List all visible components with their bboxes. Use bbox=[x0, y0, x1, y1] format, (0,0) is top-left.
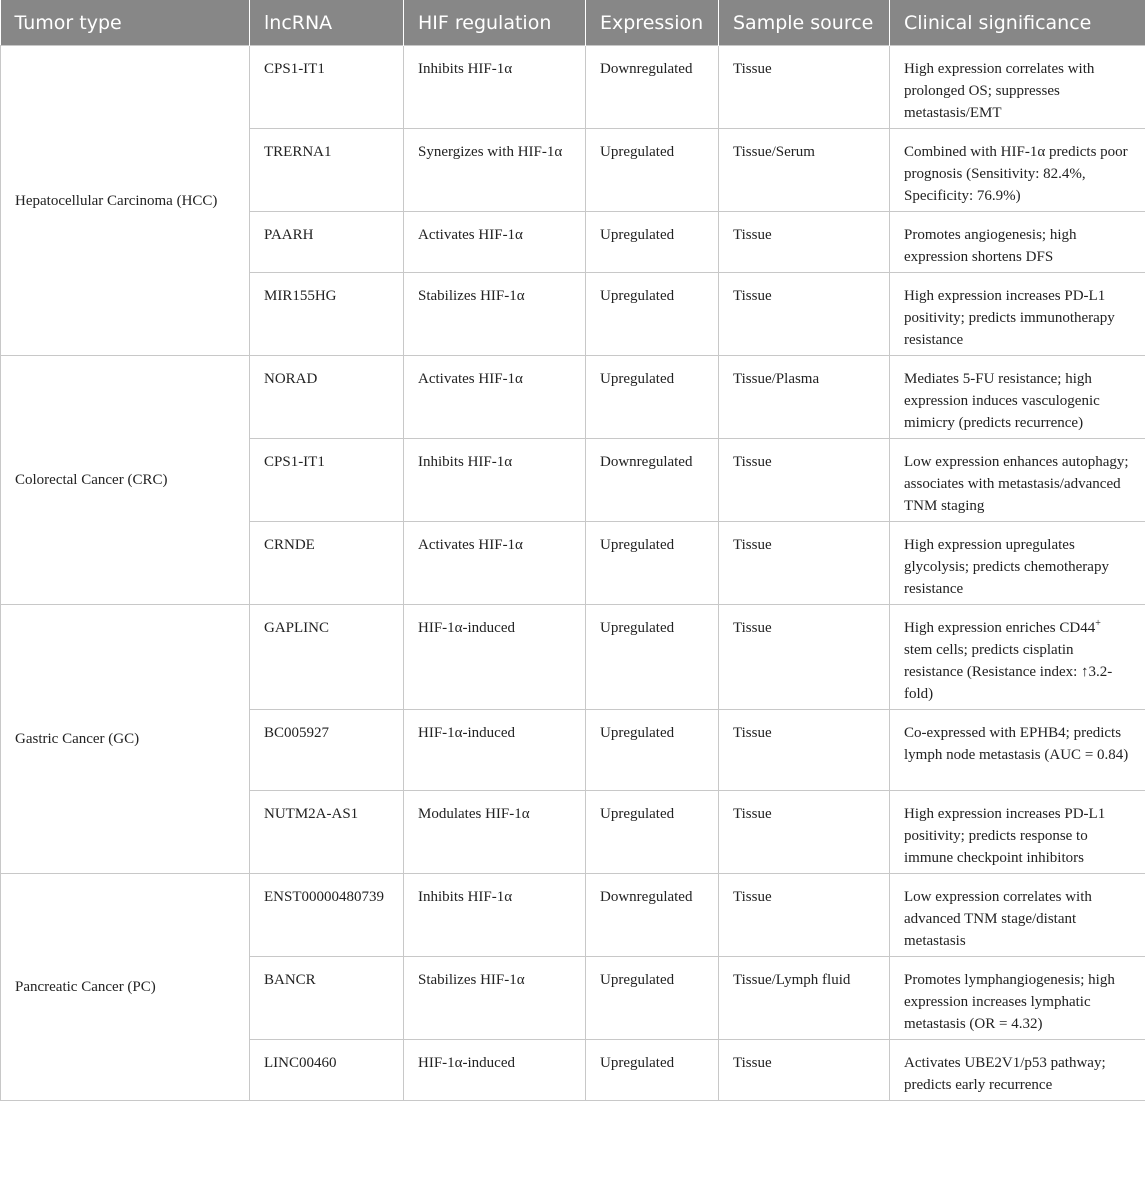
sample-source-cell: Tissue bbox=[719, 791, 890, 874]
hif-regulation-cell: Modulates HIF-1α bbox=[404, 791, 586, 874]
lncrna-cell: LINC00460 bbox=[250, 1040, 404, 1101]
sample-source-cell: Tissue bbox=[719, 605, 890, 710]
sample-source-cell: Tissue/Lymph fluid bbox=[719, 957, 890, 1040]
tumor-type-cell: Colorectal Cancer (CRC) bbox=[1, 356, 250, 605]
clinical-significance-cell bbox=[890, 605, 1145, 710]
table-header-row bbox=[1, 0, 1145, 46]
clinical-significance-cell: Co-expressed with EPHB4; predicts lymph node metastasis (AUC = 0.84) bbox=[890, 710, 1145, 791]
lncrna-cell: NUTM2A-AS1 bbox=[250, 791, 404, 874]
hif-regulation-cell: Activates HIF-1α bbox=[404, 212, 586, 273]
sample-source-cell: Tissue bbox=[719, 522, 890, 605]
clinical-significance-cell: Mediates 5-FU resistance; high expression induces vasculogenic mimicry (predicts recurrence) bbox=[890, 356, 1145, 439]
column-header-sample-source: Sample source bbox=[719, 0, 890, 46]
table-row bbox=[1, 356, 1145, 439]
lncrna-cell: CPS1-IT1 bbox=[250, 439, 404, 522]
lncrna-cell: MIR155HG bbox=[250, 273, 404, 356]
clinical-significance-cell: High expression upregulates glycolysis; predicts chemotherapy resistance bbox=[890, 522, 1145, 605]
column-header-expression: Expression bbox=[586, 0, 719, 46]
superscript-plus: + bbox=[1095, 618, 1101, 629]
lncrna-cell: GAPLINC bbox=[250, 605, 404, 710]
tumor-type-cell: Hepatocellular Carcinoma (HCC) bbox=[1, 46, 250, 356]
column-header-hif-regulation: HIF regulation bbox=[404, 0, 586, 46]
hif-regulation-cell: Stabilizes HIF-1α bbox=[404, 273, 586, 356]
expression-cell: Upregulated bbox=[586, 212, 719, 273]
expression-cell: Downregulated bbox=[586, 439, 719, 522]
column-header-clinical-significance: Clinical significance bbox=[890, 0, 1145, 46]
table-row bbox=[1, 605, 1145, 710]
significance-text: High expression enriches CD44 bbox=[904, 620, 1096, 636]
sample-source-cell: Tissue/Serum bbox=[719, 129, 890, 212]
hif-regulation-cell: Inhibits HIF-1α bbox=[404, 439, 586, 522]
column-header-lncrna: lncRNA bbox=[250, 0, 404, 46]
tumor-type-cell: Pancreatic Cancer (PC) bbox=[1, 874, 250, 1101]
clinical-significance-cell: Promotes angiogenesis; high expression shortens DFS bbox=[890, 212, 1145, 273]
clinical-significance-cell: Activates UBE2V1/p53 pathway; predicts early recurrence bbox=[890, 1040, 1145, 1101]
expression-cell: Upregulated bbox=[586, 273, 719, 356]
clinical-significance-cell: High expression increases PD-L1 positivity; predicts response to immune checkpoint inhibitors bbox=[890, 791, 1145, 874]
lncrna-cell: TRERNA1 bbox=[250, 129, 404, 212]
clinical-significance-cell: High expression increases PD-L1 positivity; predicts immunotherapy resistance bbox=[890, 273, 1145, 356]
hif-regulation-cell: HIF-1α-induced bbox=[404, 1040, 586, 1101]
lncrna-cell: BC005927 bbox=[250, 710, 404, 791]
expression-cell: Upregulated bbox=[586, 356, 719, 439]
table-row bbox=[1, 46, 1145, 129]
expression-cell: Upregulated bbox=[586, 129, 719, 212]
lncrna-cell: BANCR bbox=[250, 957, 404, 1040]
hif-regulation-cell: Activates HIF-1α bbox=[404, 356, 586, 439]
hif-regulation-cell: Inhibits HIF-1α bbox=[404, 874, 586, 957]
clinical-significance-cell: Combined with HIF-1α predicts poor prognosis (Sensitivity: 82.4%, Specificity: 76.9%) bbox=[890, 129, 1145, 212]
expression-cell: Downregulated bbox=[586, 874, 719, 957]
sample-source-cell: Tissue bbox=[719, 46, 890, 129]
expression-cell: Upregulated bbox=[586, 791, 719, 874]
sample-source-cell: Tissue/Plasma bbox=[719, 356, 890, 439]
column-header-tumor-type: Tumor type bbox=[1, 0, 250, 46]
lncrna-cell: PAARH bbox=[250, 212, 404, 273]
expression-cell: Upregulated bbox=[586, 605, 719, 710]
hif-regulation-cell: HIF-1α-induced bbox=[404, 605, 586, 710]
sample-source-cell: Tissue bbox=[719, 874, 890, 957]
tumor-type-cell: Gastric Cancer (GC) bbox=[1, 605, 250, 874]
clinical-significance-cell: Low expression correlates with advanced TNM stage/distant metastasis bbox=[890, 874, 1145, 957]
expression-cell: Upregulated bbox=[586, 710, 719, 791]
hif-regulation-cell: Activates HIF-1α bbox=[404, 522, 586, 605]
lncrna-cell: CRNDE bbox=[250, 522, 404, 605]
clinical-significance-cell: High expression correlates with prolonged OS; suppresses metastasis/EMT bbox=[890, 46, 1145, 129]
sample-source-cell: Tissue bbox=[719, 273, 890, 356]
expression-cell: Upregulated bbox=[586, 957, 719, 1040]
significance-text: stem cells; predicts cisplatin resistance (Resistance index: ↑3.2-fold) bbox=[904, 642, 1113, 702]
sample-source-cell: Tissue bbox=[719, 439, 890, 522]
expression-cell: Downregulated bbox=[586, 46, 719, 129]
clinical-significance-cell: Low expression enhances autophagy; associates with metastasis/advanced TNM staging bbox=[890, 439, 1145, 522]
lncrna-cell: CPS1-IT1 bbox=[250, 46, 404, 129]
lncrna-cell: NORAD bbox=[250, 356, 404, 439]
sample-source-cell: Tissue bbox=[719, 1040, 890, 1101]
lncrna-cell: ENST00000480739 bbox=[250, 874, 404, 957]
table-row bbox=[1, 874, 1145, 957]
hif-regulation-cell: Synergizes with HIF-1α bbox=[404, 129, 586, 212]
sample-source-cell: Tissue bbox=[719, 212, 890, 273]
expression-cell: Upregulated bbox=[586, 1040, 719, 1101]
hif-regulation-cell: Stabilizes HIF-1α bbox=[404, 957, 586, 1040]
sample-source-cell: Tissue bbox=[719, 710, 890, 791]
expression-cell: Upregulated bbox=[586, 522, 719, 605]
clinical-significance-cell: Promotes lymphangiogenesis; high expression increases lymphatic metastasis (OR = 4.32) bbox=[890, 957, 1145, 1040]
hif-regulation-cell: HIF-1α-induced bbox=[404, 710, 586, 791]
hif-regulation-cell: Inhibits HIF-1α bbox=[404, 46, 586, 129]
